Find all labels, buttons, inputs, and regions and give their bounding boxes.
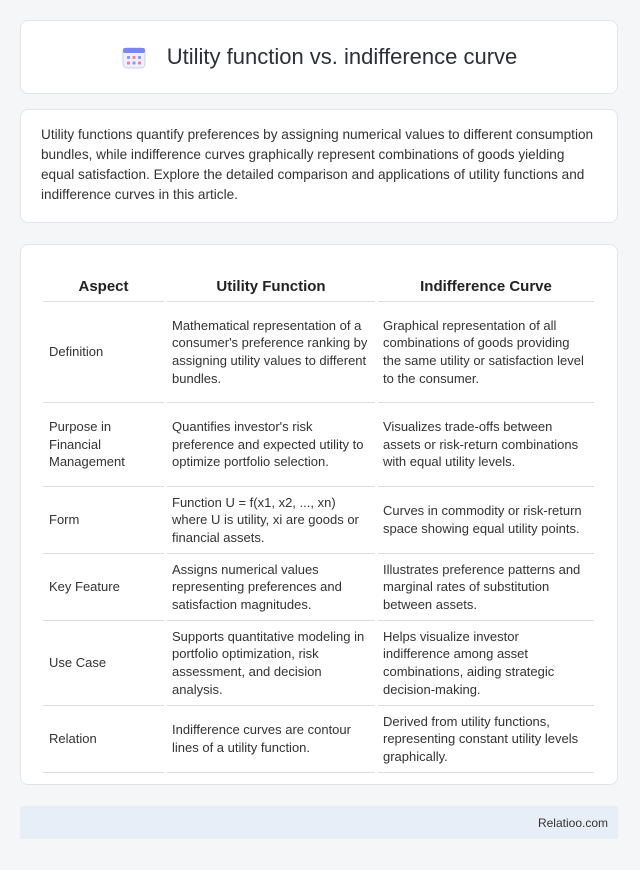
header-utility-function: Utility Function [167, 265, 375, 302]
table-row [43, 554, 594, 621]
table-row [43, 706, 594, 773]
row-utility-function: Quantifies investor's risk preference and expected utility to optimize portfolio selection. [167, 403, 375, 487]
row-indifference-curve: Graphical representation of all combinations of goods providing the same utility or satisfaction level to the consumer. [378, 302, 594, 403]
comparison-table [40, 265, 597, 773]
table-row [43, 403, 594, 487]
row-utility-function: Indifference curves are contour lines of a utility function. [167, 706, 375, 773]
row-aspect: Key Feature [43, 554, 164, 621]
row-indifference-curve: Illustrates preference patterns and marginal rates of substitution between assets. [378, 554, 594, 621]
row-utility-function: Supports quantitative modeling in portfolio optimization, risk assessment, and decision analysis. [167, 621, 375, 706]
footer [20, 806, 618, 839]
row-indifference-curve: Visualizes trade-offs between assets or risk-return combinations with equal utility levels. [378, 403, 594, 487]
calendar-icon [121, 44, 147, 70]
footer-brand[interactable]: Relatioo.com [537, 815, 608, 830]
row-indifference-curve: Derived from utility functions, representing constant utility levels graphically. [378, 706, 594, 773]
row-aspect: Form [43, 487, 164, 554]
page-title: Utility function vs. indifference curve [166, 44, 518, 69]
row-utility-function: Function U = f(x1, x2, ..., xn) where U is utility, xi are goods or financial assets. [167, 487, 375, 554]
table-row [43, 302, 594, 403]
row-indifference-curve: Helps visualize investor indifference among asset combinations, aiding strategic decision-making. [378, 621, 594, 706]
row-aspect: Definition [43, 302, 164, 403]
intro-card [20, 109, 618, 223]
header-aspect: Aspect [43, 265, 164, 302]
row-utility-function: Assigns numerical values representing preferences and satisfaction magnitudes. [167, 554, 375, 621]
table-header-row [43, 265, 594, 302]
comparison-card [20, 244, 618, 785]
table-row [43, 487, 594, 554]
title-card [20, 20, 618, 94]
table-row [43, 621, 594, 706]
intro-paragraph: Utility functions quantify preferences by assigning numerical values to different consumption bundles, while indifference curves graphically represent combinations of goods yielding equal satisfaction. Explore the detailed comparison and applications of utility functions and indifference curves in this article. [41, 127, 594, 202]
row-aspect: Purpose in Financial Management [43, 403, 164, 487]
row-indifference-curve: Curves in commodity or risk-return space showing equal utility points. [378, 487, 594, 554]
row-utility-function: Mathematical representation of a consumer's preference ranking by assigning utility values to different bundles. [167, 302, 375, 403]
row-aspect: Relation [43, 706, 164, 773]
row-aspect: Use Case [43, 621, 164, 706]
header-indifference-curve: Indifference Curve [378, 265, 594, 302]
